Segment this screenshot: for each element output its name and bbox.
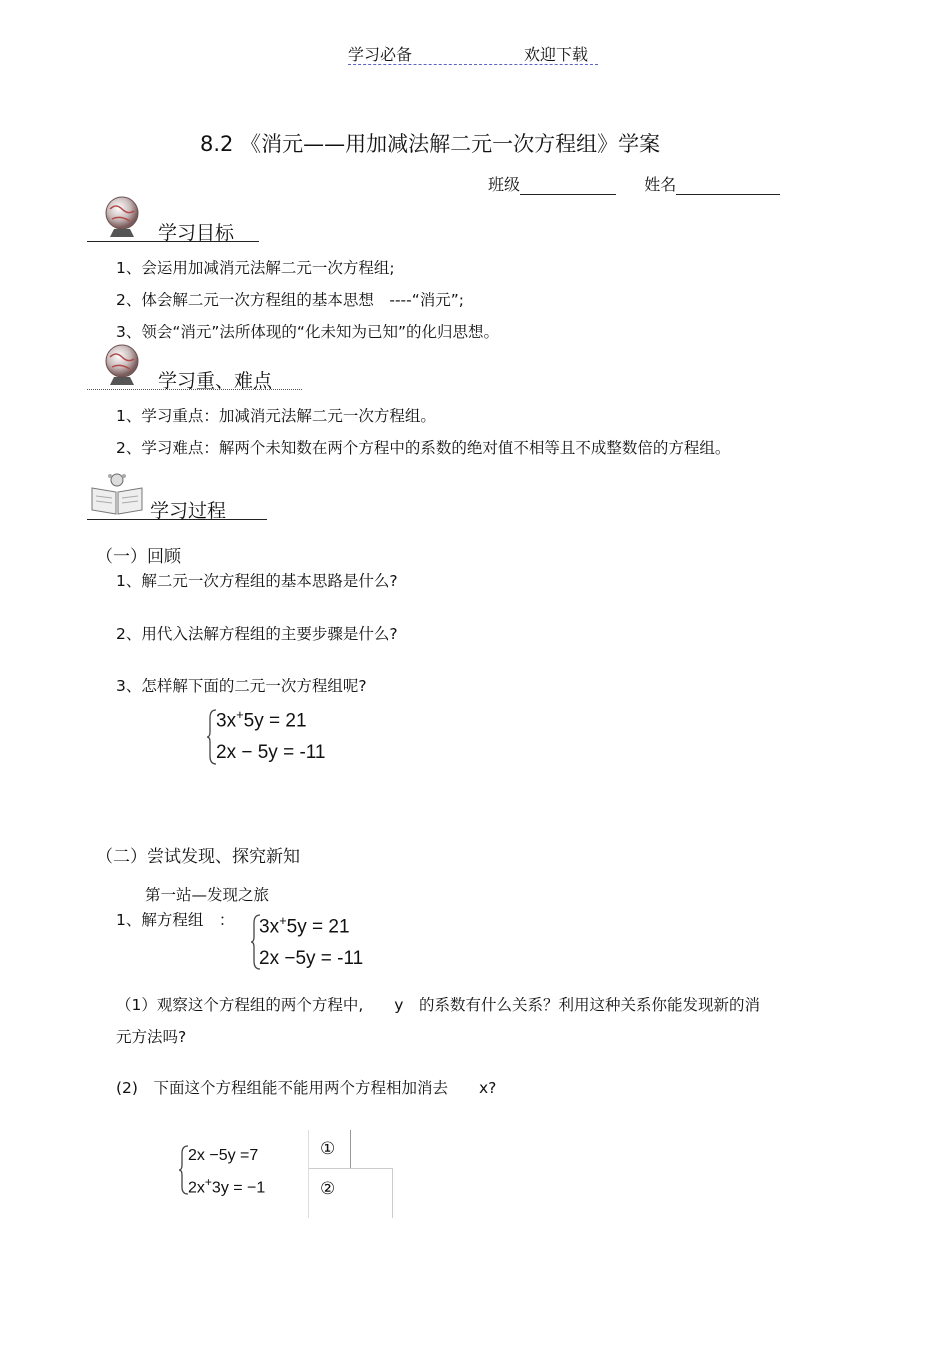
page-title: 8.2 《消元——用加减法解二元一次方程组》学案 <box>200 132 661 156</box>
equation-2: 2x −5y = -11 <box>259 948 364 969</box>
form-row <box>488 172 780 195</box>
key-point-item: 2、学习难点：解两个未知数在两个方程中的系数的绝对值不相等且不成整数倍的方程组。 <box>116 439 731 457</box>
equation-mark-2: ② <box>320 1179 336 1199</box>
equation-mark-1: ① <box>320 1139 336 1159</box>
section-underline <box>87 519 267 520</box>
class-label: 班级 <box>488 175 521 194</box>
section-title-key-points: 学习重、难点 <box>158 370 273 392</box>
section-title-process: 学习过程 <box>150 500 227 522</box>
key-point-item: 1、学习重点：加减消元法解二元一次方程组。 <box>116 407 436 425</box>
question-1-line-1: （1）观察这个方程组的两个方程中, y 的系数有什么关系？利用这种关系你能发现新的消 <box>116 996 760 1014</box>
class-field[interactable] <box>520 176 616 195</box>
header-right: 欢迎下载 <box>524 45 589 64</box>
explore-heading: （二）尝试发现、探究新知 <box>96 847 300 867</box>
equation-1: 3x+5y = 21 <box>259 913 350 938</box>
equation-number-box <box>308 1130 392 1218</box>
station-title: 第一站—发现之旅 <box>145 886 270 904</box>
globe-icon <box>100 195 144 245</box>
section-underline <box>87 241 259 242</box>
reading-character-icon <box>86 470 148 522</box>
question-2: (2) 下面这个方程组能不能用两个方程相加消去 x? <box>116 1079 497 1097</box>
equation-2: 2x+3y = −1 <box>188 1175 266 1197</box>
objective-item: 1、会运用加减消元法解二元一次方程组; <box>116 259 395 277</box>
equation-2: 2x − 5y = -11 <box>216 742 326 763</box>
objective-item: 3、领会“消元”法所体现的“化未知为已知”的化归思想。 <box>116 323 499 341</box>
task-label: 1、解方程组 ： <box>116 911 235 929</box>
globe-icon <box>100 343 144 393</box>
name-field[interactable] <box>676 176 780 195</box>
equation-1: 3x+5y = 21 <box>216 707 307 732</box>
review-question: 2、用代入法解方程组的主要步骤是什么? <box>116 625 398 643</box>
question-1-line-2: 元方法吗? <box>116 1028 187 1046</box>
review-heading: （一）回顾 <box>96 547 181 567</box>
section-underline <box>87 389 302 390</box>
header-divider <box>348 64 598 65</box>
equation-1: 2x −5y =7 <box>188 1147 259 1164</box>
name-label: 姓名 <box>644 175 677 194</box>
review-question: 1、解二元一次方程组的基本思路是什么? <box>116 572 398 590</box>
section-title-objectives: 学习目标 <box>158 222 235 244</box>
header-left: 学习必备 <box>348 45 413 64</box>
objective-item: 2、体会解二元一次方程组的基本思想 ----“消元”; <box>116 291 465 309</box>
review-question: 3、怎样解下面的二元一次方程组呢? <box>116 677 367 695</box>
